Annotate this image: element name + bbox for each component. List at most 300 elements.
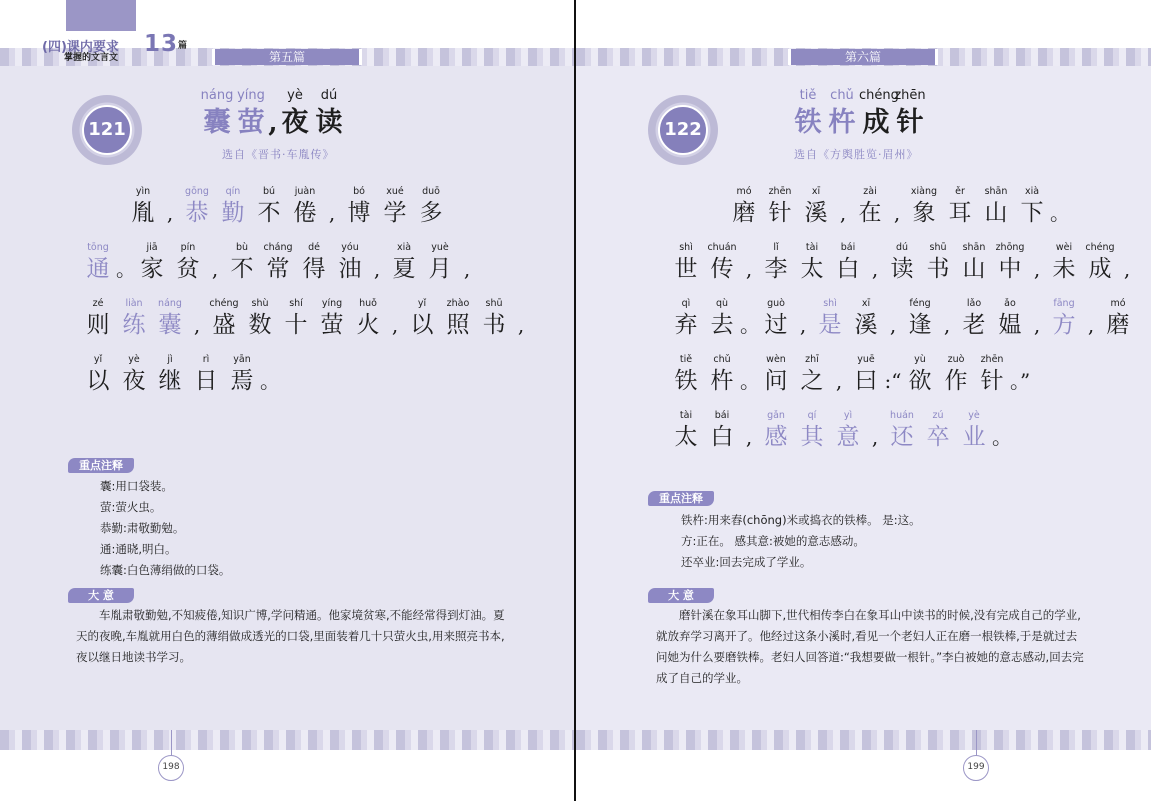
title-pinyin bbox=[200, 88, 380, 106]
note-item: 恭勤:肃敬勤勉。 bbox=[100, 521, 185, 535]
character-cell bbox=[758, 242, 794, 284]
character: 去 bbox=[710, 312, 734, 338]
character-cell bbox=[758, 410, 794, 452]
pinyin: qì bbox=[681, 298, 691, 309]
text-line bbox=[80, 354, 278, 396]
corner-tab bbox=[66, 0, 136, 31]
character: 下 bbox=[1020, 200, 1044, 226]
pinyin: náng bbox=[158, 298, 182, 309]
character: 意 bbox=[836, 424, 860, 450]
pinyin: bái bbox=[714, 410, 730, 421]
character-cell bbox=[80, 242, 116, 284]
character: 白 bbox=[836, 256, 860, 282]
lesson-title bbox=[791, 88, 971, 140]
pinyin bbox=[834, 186, 852, 198]
character-cell bbox=[758, 298, 794, 340]
character-cell bbox=[920, 242, 956, 284]
lesson-source: 选自《晋书·车胤传》 bbox=[222, 148, 335, 161]
character-cell bbox=[116, 298, 152, 340]
character: , bbox=[373, 257, 381, 281]
character: :“ bbox=[884, 369, 902, 393]
character-cell bbox=[938, 354, 974, 396]
punctuation bbox=[888, 186, 906, 228]
pinyin: tài bbox=[679, 410, 693, 421]
pinyin: yǐ bbox=[93, 354, 103, 365]
pinyin bbox=[206, 242, 224, 254]
character: 其 bbox=[800, 424, 824, 450]
lesson-number: 122 bbox=[658, 105, 708, 155]
character: 夏 bbox=[392, 256, 416, 282]
character: 山 bbox=[984, 200, 1008, 226]
pinyin: xià bbox=[396, 242, 412, 253]
character: , bbox=[799, 313, 807, 337]
character-cell bbox=[762, 186, 798, 228]
text-line bbox=[668, 298, 1136, 340]
pinyin: lǎo bbox=[966, 298, 982, 309]
summary-text: 车胤肃敬勤勉,不知疲倦,知识广博,学问精通。他家境贫寒,不能经常得到灯油。夏天的夜晚,车胤就用白色的薄绢做成透光的口袋,里面装着几十只萤火虫,用来照亮书本,夜以继日地读书学习。 bbox=[76, 608, 505, 664]
punctuation bbox=[834, 186, 852, 228]
pinyin bbox=[512, 298, 530, 310]
pinyin: zhào bbox=[446, 298, 470, 309]
punctuation bbox=[1118, 242, 1136, 284]
punctuation bbox=[1028, 298, 1046, 340]
character: 太 bbox=[674, 424, 698, 450]
character-cell bbox=[1046, 242, 1082, 284]
pinyin: ěr bbox=[955, 186, 965, 197]
title-pinyin-syllable: yíng bbox=[237, 88, 265, 103]
character: 在 bbox=[858, 200, 882, 226]
character-cell bbox=[956, 298, 992, 340]
punctuation bbox=[161, 186, 179, 228]
character-cell bbox=[852, 186, 888, 228]
character: 以 bbox=[86, 368, 110, 394]
pinyin bbox=[323, 186, 341, 198]
title-character: 杵 bbox=[828, 107, 856, 138]
character: 针 bbox=[980, 368, 1004, 394]
title-pinyin-syllable: dú bbox=[320, 88, 338, 103]
character: 月 bbox=[428, 256, 452, 282]
character-cell bbox=[992, 242, 1028, 284]
character: 练 bbox=[122, 312, 146, 338]
character-cell bbox=[116, 354, 152, 396]
chapter-label: 第五篇 bbox=[212, 49, 362, 65]
notes-label: 重点注释 bbox=[648, 491, 714, 506]
text-line bbox=[80, 242, 476, 284]
character: 囊 bbox=[158, 312, 182, 338]
character-cell bbox=[80, 354, 116, 396]
pinyin bbox=[386, 298, 404, 310]
character: 传 bbox=[710, 256, 734, 282]
pinyin: xiàng bbox=[910, 186, 938, 197]
pinyin bbox=[116, 242, 134, 254]
character: 。 bbox=[992, 425, 1012, 449]
title-character: 囊 bbox=[203, 107, 231, 138]
punctuation bbox=[323, 186, 341, 228]
character-cell bbox=[341, 186, 377, 228]
punctuation bbox=[368, 242, 386, 284]
notes-label: 重点注释 bbox=[68, 458, 134, 473]
title-pinyin-syllable: chǔ bbox=[830, 88, 854, 103]
title-character: 萤 bbox=[237, 107, 265, 138]
pinyin: yìn bbox=[135, 186, 151, 197]
pinyin bbox=[740, 298, 758, 310]
pinyin: dé bbox=[308, 242, 320, 253]
punctuation bbox=[866, 242, 884, 284]
character: , bbox=[211, 257, 219, 281]
character-cell bbox=[476, 298, 512, 340]
pinyin: qí bbox=[807, 410, 817, 421]
text-line bbox=[726, 186, 1068, 228]
character: 曰 bbox=[854, 368, 878, 394]
pinyin bbox=[830, 354, 848, 366]
pinyin: shí bbox=[289, 298, 303, 309]
character-cell bbox=[812, 298, 848, 340]
footer-strip bbox=[0, 730, 575, 750]
character: , bbox=[871, 425, 879, 449]
character: 恭 bbox=[185, 200, 209, 226]
series-number: 13 bbox=[144, 31, 179, 57]
character-cell bbox=[1100, 298, 1136, 340]
character: 得 bbox=[302, 256, 326, 282]
character: 盛 bbox=[212, 312, 236, 338]
pinyin bbox=[1028, 298, 1046, 310]
summary-label: 大 意 bbox=[68, 588, 134, 603]
text-line bbox=[668, 242, 1136, 284]
title-characters bbox=[200, 106, 380, 140]
character: 作 bbox=[944, 368, 968, 394]
character: 则 bbox=[86, 312, 110, 338]
character-cell bbox=[242, 298, 278, 340]
character: 以 bbox=[410, 312, 434, 338]
character: 业 bbox=[962, 424, 986, 450]
character: 李 bbox=[764, 256, 788, 282]
character-cell bbox=[377, 186, 413, 228]
character-cell bbox=[902, 298, 938, 340]
character-cell bbox=[920, 410, 956, 452]
pinyin: shù bbox=[251, 298, 269, 309]
pinyin: wèn bbox=[766, 354, 786, 365]
character-cell bbox=[134, 242, 170, 284]
pinyin: zài bbox=[863, 186, 877, 197]
character-cell bbox=[179, 186, 215, 228]
character: 过 bbox=[764, 312, 788, 338]
pinyin bbox=[260, 354, 278, 366]
character-cell bbox=[906, 186, 942, 228]
punctuation bbox=[740, 354, 758, 396]
pinyin bbox=[368, 242, 386, 254]
character: 。” bbox=[1010, 369, 1031, 393]
character-cell bbox=[758, 354, 794, 396]
character: 耳 bbox=[948, 200, 972, 226]
title-character: 铁 bbox=[794, 107, 822, 138]
pinyin: fāng bbox=[1053, 298, 1075, 309]
pinyin: yù bbox=[914, 354, 926, 365]
character: 是 bbox=[818, 312, 842, 338]
pinyin: dú bbox=[895, 242, 909, 253]
pinyin: rì bbox=[202, 354, 210, 365]
punctuation bbox=[260, 354, 278, 396]
pinyin: zú bbox=[932, 410, 944, 421]
character-cell bbox=[287, 186, 323, 228]
pinyin: zé bbox=[92, 298, 104, 309]
pinyin: tōng bbox=[87, 242, 109, 253]
page-number-line bbox=[171, 730, 172, 756]
lesson-source: 选自《方舆胜览·眉州》 bbox=[794, 148, 919, 161]
pinyin: liàn bbox=[125, 298, 143, 309]
punctuation bbox=[116, 242, 134, 284]
character-cell bbox=[848, 354, 884, 396]
pinyin: féng bbox=[909, 298, 931, 309]
punctuation bbox=[866, 410, 884, 452]
character-cell bbox=[224, 242, 260, 284]
character-cell bbox=[704, 354, 740, 396]
character: 照 bbox=[446, 312, 470, 338]
note-item: 还卒业:回去完成了学业。 bbox=[681, 555, 812, 569]
pinyin: jiā bbox=[146, 242, 158, 253]
character: 弃 bbox=[674, 312, 698, 338]
punctuation bbox=[386, 298, 404, 340]
pinyin bbox=[938, 298, 956, 310]
series-prefix: (四) bbox=[42, 40, 67, 55]
footer-strip bbox=[576, 730, 1151, 750]
character: 溪 bbox=[804, 200, 828, 226]
pinyin: xī bbox=[811, 186, 821, 197]
pinyin bbox=[1082, 298, 1100, 310]
character: 火 bbox=[356, 312, 380, 338]
title-pinyin-syllable: náng bbox=[200, 88, 234, 103]
punctuation bbox=[740, 298, 758, 340]
title-pinyin-syllable: zhēn bbox=[894, 88, 926, 103]
punctuation bbox=[206, 242, 224, 284]
character-cell bbox=[830, 242, 866, 284]
series-unit: 篇 bbox=[178, 41, 188, 51]
pinyin: zhī bbox=[805, 354, 819, 365]
character: 常 bbox=[266, 256, 290, 282]
character: , bbox=[328, 201, 336, 225]
character: 还 bbox=[890, 424, 914, 450]
title-character: , bbox=[268, 107, 278, 138]
punctuation bbox=[884, 298, 902, 340]
character-cell bbox=[386, 242, 422, 284]
character: , bbox=[745, 257, 753, 281]
character-cell bbox=[668, 354, 704, 396]
character-cell bbox=[794, 354, 830, 396]
character-cell bbox=[830, 410, 866, 452]
pinyin: bái bbox=[840, 242, 856, 253]
punctuation bbox=[1082, 298, 1100, 340]
pinyin bbox=[161, 186, 179, 198]
pinyin: shān bbox=[984, 186, 1008, 197]
character-cell bbox=[251, 186, 287, 228]
title-pinyin-syllable: chéng bbox=[859, 88, 899, 103]
punctuation bbox=[992, 410, 1010, 452]
pinyin bbox=[888, 186, 906, 198]
character-cell bbox=[884, 410, 920, 452]
pinyin: bó bbox=[353, 186, 365, 197]
pinyin bbox=[1010, 354, 1028, 366]
character-cell bbox=[668, 298, 704, 340]
character: 。 bbox=[116, 257, 136, 281]
pinyin: gōng bbox=[185, 186, 209, 197]
pinyin: ǎo bbox=[1004, 298, 1016, 309]
character-cell bbox=[726, 186, 762, 228]
character: , bbox=[835, 369, 843, 393]
character: 媪 bbox=[998, 312, 1022, 338]
pinyin bbox=[458, 242, 476, 254]
character-cell bbox=[668, 242, 704, 284]
text-line bbox=[125, 186, 449, 228]
note-item: 练囊:白色薄绢做的口袋。 bbox=[100, 563, 231, 577]
character-cell bbox=[978, 186, 1014, 228]
pinyin: yíng bbox=[321, 298, 343, 309]
character: , bbox=[943, 313, 951, 337]
summary-text: 磨针溪在象耳山脚下,世代相传李白在象耳山中读书的时候,没有完成自己的学业,就放弃学习离开了。他经过这条小溪时,看见一个老妇人正在磨一根铁棒,于是就过去问她为什么要磨铁棒。老妇人回答道:“我想要做一根针。”李白被她的意志感动,回去完成了自己的学业。 bbox=[656, 608, 1084, 685]
character: 十 bbox=[284, 312, 308, 338]
character: 。 bbox=[260, 369, 280, 393]
punctuation bbox=[884, 354, 902, 396]
title-character: 读 bbox=[315, 107, 343, 138]
character-cell bbox=[704, 242, 740, 284]
character: , bbox=[1123, 257, 1131, 281]
pinyin: yuē bbox=[857, 354, 875, 365]
pinyin bbox=[866, 242, 884, 254]
page-number: 198 bbox=[158, 755, 184, 781]
character-cell bbox=[956, 410, 992, 452]
pinyin: shì bbox=[679, 242, 693, 253]
character-cell bbox=[350, 298, 386, 340]
character-cell bbox=[848, 298, 884, 340]
character: 之 bbox=[800, 368, 824, 394]
note-item: 铁杵:用来舂(chōng)米或捣衣的铁棒。 是:这。 bbox=[681, 513, 921, 527]
pinyin: yǐ bbox=[417, 298, 427, 309]
title-character: 夜 bbox=[281, 107, 309, 138]
text-line bbox=[668, 410, 1010, 452]
pinyin: yóu bbox=[341, 242, 359, 253]
series-header bbox=[30, 32, 200, 62]
character: 铁 bbox=[674, 368, 698, 394]
punctuation bbox=[188, 298, 206, 340]
character: 欲 bbox=[908, 368, 932, 394]
pinyin: jì bbox=[167, 354, 173, 365]
character: 学 bbox=[383, 200, 407, 226]
right-page bbox=[576, 0, 1151, 801]
pinyin: cháng bbox=[263, 242, 293, 253]
note-item: 囊:用口袋装。 bbox=[100, 479, 173, 493]
title-character: 针 bbox=[896, 107, 924, 138]
pinyin: wèi bbox=[1055, 242, 1073, 253]
pinyin: huǒ bbox=[359, 298, 377, 309]
character-cell bbox=[404, 298, 440, 340]
pinyin: bú bbox=[262, 186, 276, 197]
character-cell bbox=[704, 410, 740, 452]
character: 溪 bbox=[854, 312, 878, 338]
punctuation bbox=[740, 410, 758, 452]
character-cell bbox=[332, 242, 368, 284]
punctuation bbox=[1010, 354, 1031, 396]
character-cell bbox=[206, 298, 242, 340]
pinyin: shān bbox=[962, 242, 986, 253]
character-cell bbox=[422, 242, 458, 284]
text-line bbox=[80, 298, 530, 340]
character-cell bbox=[296, 242, 332, 284]
pinyin: yān bbox=[233, 354, 251, 365]
character-cell bbox=[215, 186, 251, 228]
lesson-title bbox=[200, 88, 380, 140]
punctuation bbox=[458, 242, 476, 284]
character-cell bbox=[1014, 186, 1050, 228]
title-pinyin-syllable: tiě bbox=[799, 88, 817, 103]
punctuation bbox=[830, 354, 848, 396]
title-pinyin-syllable bbox=[268, 88, 278, 106]
character: 书 bbox=[482, 312, 506, 338]
character: 书 bbox=[926, 256, 950, 282]
character: 数 bbox=[248, 312, 272, 338]
character: , bbox=[893, 201, 901, 225]
summary-label: 大 意 bbox=[648, 588, 714, 603]
character-cell bbox=[413, 186, 449, 228]
title-pinyin-syllable: yè bbox=[287, 88, 303, 103]
pinyin: lǐ bbox=[773, 242, 779, 253]
character: , bbox=[871, 257, 879, 281]
left-page bbox=[0, 0, 575, 801]
pinyin: juàn bbox=[294, 186, 316, 197]
character-cell bbox=[278, 298, 314, 340]
character: 多 bbox=[419, 200, 443, 226]
character: 象 bbox=[912, 200, 936, 226]
pinyin: mó bbox=[1110, 298, 1126, 309]
character-cell bbox=[1082, 242, 1118, 284]
page-number: 199 bbox=[963, 755, 989, 781]
character: 夜 bbox=[122, 368, 146, 394]
pinyin: tài bbox=[805, 242, 819, 253]
pinyin: qín bbox=[225, 186, 241, 197]
note-item: 萤:萤火虫。 bbox=[100, 500, 162, 514]
pinyin: chéng bbox=[209, 298, 239, 309]
character-cell bbox=[152, 298, 188, 340]
character: , bbox=[1087, 313, 1095, 337]
pinyin bbox=[740, 242, 758, 254]
title-pinyin bbox=[791, 88, 971, 106]
character: 。 bbox=[1050, 201, 1070, 225]
character: 磨 bbox=[732, 200, 756, 226]
character-cell bbox=[992, 298, 1028, 340]
note-item: 通:通晓,明白。 bbox=[100, 542, 177, 556]
character: 白 bbox=[710, 424, 734, 450]
punctuation bbox=[938, 298, 956, 340]
series-subtitle: 掌握的文言文 bbox=[64, 53, 119, 63]
pinyin bbox=[866, 410, 884, 422]
pinyin: tiě bbox=[679, 354, 693, 365]
pinyin bbox=[992, 410, 1010, 422]
pinyin: shū bbox=[485, 298, 503, 309]
character: 磨 bbox=[1106, 312, 1130, 338]
character-cell bbox=[170, 242, 206, 284]
character: , bbox=[166, 201, 174, 225]
pinyin: zuò bbox=[947, 354, 965, 365]
punctuation bbox=[1028, 242, 1046, 284]
chapter-label: 第六篇 bbox=[788, 49, 938, 65]
pinyin: chuán bbox=[707, 242, 737, 253]
lesson-number: 121 bbox=[82, 105, 132, 155]
pinyin: xī bbox=[861, 298, 871, 309]
pinyin: xià bbox=[1024, 186, 1040, 197]
pinyin: pín bbox=[180, 242, 196, 253]
character: 不 bbox=[230, 256, 254, 282]
character: , bbox=[889, 313, 897, 337]
character: 感 bbox=[764, 424, 788, 450]
lesson-badge bbox=[648, 95, 718, 165]
pinyin bbox=[740, 410, 758, 422]
